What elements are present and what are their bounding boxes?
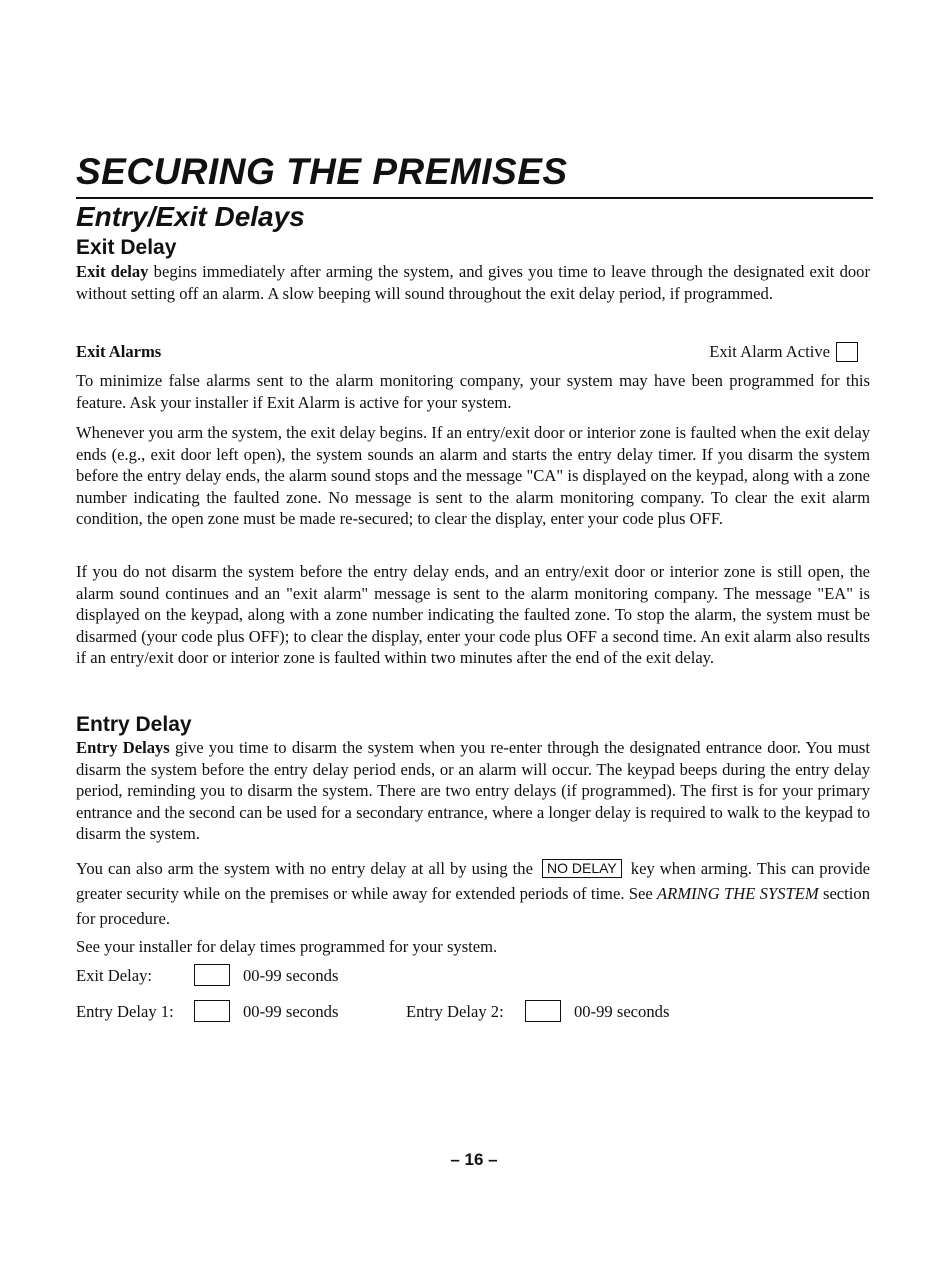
exit-delay-lead: Exit delay <box>76 262 149 281</box>
exit-alarms-paragraph-1: To minimize false alarms sent to the alarm monitoring company, your system may have been programmed for this feature. Ask your installer if Exit Alarm is active for your system. <box>76 371 870 412</box>
entry-delay-1-unit: 00-99 seconds <box>243 1002 339 1021</box>
section-title: Entry/Exit Delays <box>76 201 305 232</box>
exit-delay-text: begins immediately after arming the system, and gives you time to leave through the designated exit door without setting off an alarm. A slow beeping will sound throughout the exit delay period, if programmed. <box>76 262 871 303</box>
exit-alarm-active-checkbox[interactable] <box>836 342 858 362</box>
exit-alarms-paragraph-3: If you do not disarm the system before the entry delay ends, and an entry/exit door or interior zone is still open, the alarm sound continues and an "exit alarm" message is sent to the alarm monitoring company. The message "EA" is displayed on the keypad, along with a zone number indicating the faulted zone. To stop the alarm, the system must be disarmed (your code plus OFF); to clear the display, enter your code plus OFF a second time. An exit alarm also results if an entry/exit door or interior zone is faulted within two minutes after the end of the exit delay. <box>76 562 870 668</box>
entry-delay-text: give you time to disarm the system when you re-enter through the designated entrance door. You must disarm the system before the entry delay period ends, or an alarm will occur. The keypad beeps during the entry delay period, reminding you to disarm the system. There are two entry delays (if programmed). The first is for your primary entrance and the second can be used for a secondary entrance, where a longer delay is required to walk to the keypad to disarm the system. <box>76 738 870 844</box>
no-delay-text-after: key when arming. This can provide greater security while on the premises or while away for extended periods of time. See <box>76 859 870 903</box>
entry-delay-1-label: Entry Delay 1: <box>76 1002 174 1021</box>
entry-delay-time-row <box>76 1000 872 1026</box>
no-delay-text-before: You can also arm the system with no entry delay at all by using the <box>76 859 533 878</box>
entry-delay-2-box[interactable] <box>525 1000 561 1029</box>
exit-delay-heading: Exit Delay <box>76 236 177 259</box>
entry-delay-heading: Entry Delay <box>76 713 192 736</box>
exit-delay-time-unit: 00-99 seconds <box>243 966 339 985</box>
exit-delay-time-label: Exit Delay: <box>76 966 153 985</box>
installer-note: See your installer for delay times programmed for your system. <box>76 937 498 956</box>
entry-delay-paragraph <box>76 737 870 845</box>
exit-alarms-paragraph-2: Whenever you arm the system, the exit delay begins. If an entry/exit door or interior zone is faulted when the exit delay ends (e.g., exit door left open), the system sounds an alarm and starts the entry delay timer. If you disarm the system before the entry delay ends, the alarm sound stops and the message "CA" is displayed on the keypad, along with a zone number indicating the faulted zone. No message is sent to the alarm monitoring company. To clear the exit alarm condition, the open zone must be made re-secured; to clear the display, enter your code plus OFF. <box>76 423 870 529</box>
exit-delay-time-box[interactable] <box>194 964 230 993</box>
exit-delay-time-row <box>76 964 872 990</box>
page-title: SECURING THE PREMISES <box>76 151 568 192</box>
no-delay-text-end: section for procedure. <box>76 884 870 928</box>
entry-delay-lead: Entry Delays <box>76 738 170 757</box>
entry-delay-2-unit: 00-99 seconds <box>574 1002 670 1021</box>
exit-alarms-row <box>76 340 872 364</box>
arming-the-system-reference: ARMING THE SYSTEM <box>657 884 819 903</box>
entry-delay-2-label: Entry Delay 2: <box>406 1002 504 1021</box>
exit-alarm-active-field <box>709 340 858 364</box>
no-delay-paragraph <box>76 856 870 931</box>
no-delay-key: NO DELAY <box>542 859 622 878</box>
page-number: – 16 – <box>450 1150 498 1169</box>
entry-delay-1-box[interactable] <box>194 1000 230 1029</box>
exit-alarms-label: Exit Alarms <box>76 342 162 361</box>
exit-alarm-active-label: Exit Alarm Active <box>709 342 830 361</box>
exit-delay-paragraph <box>76 261 870 304</box>
